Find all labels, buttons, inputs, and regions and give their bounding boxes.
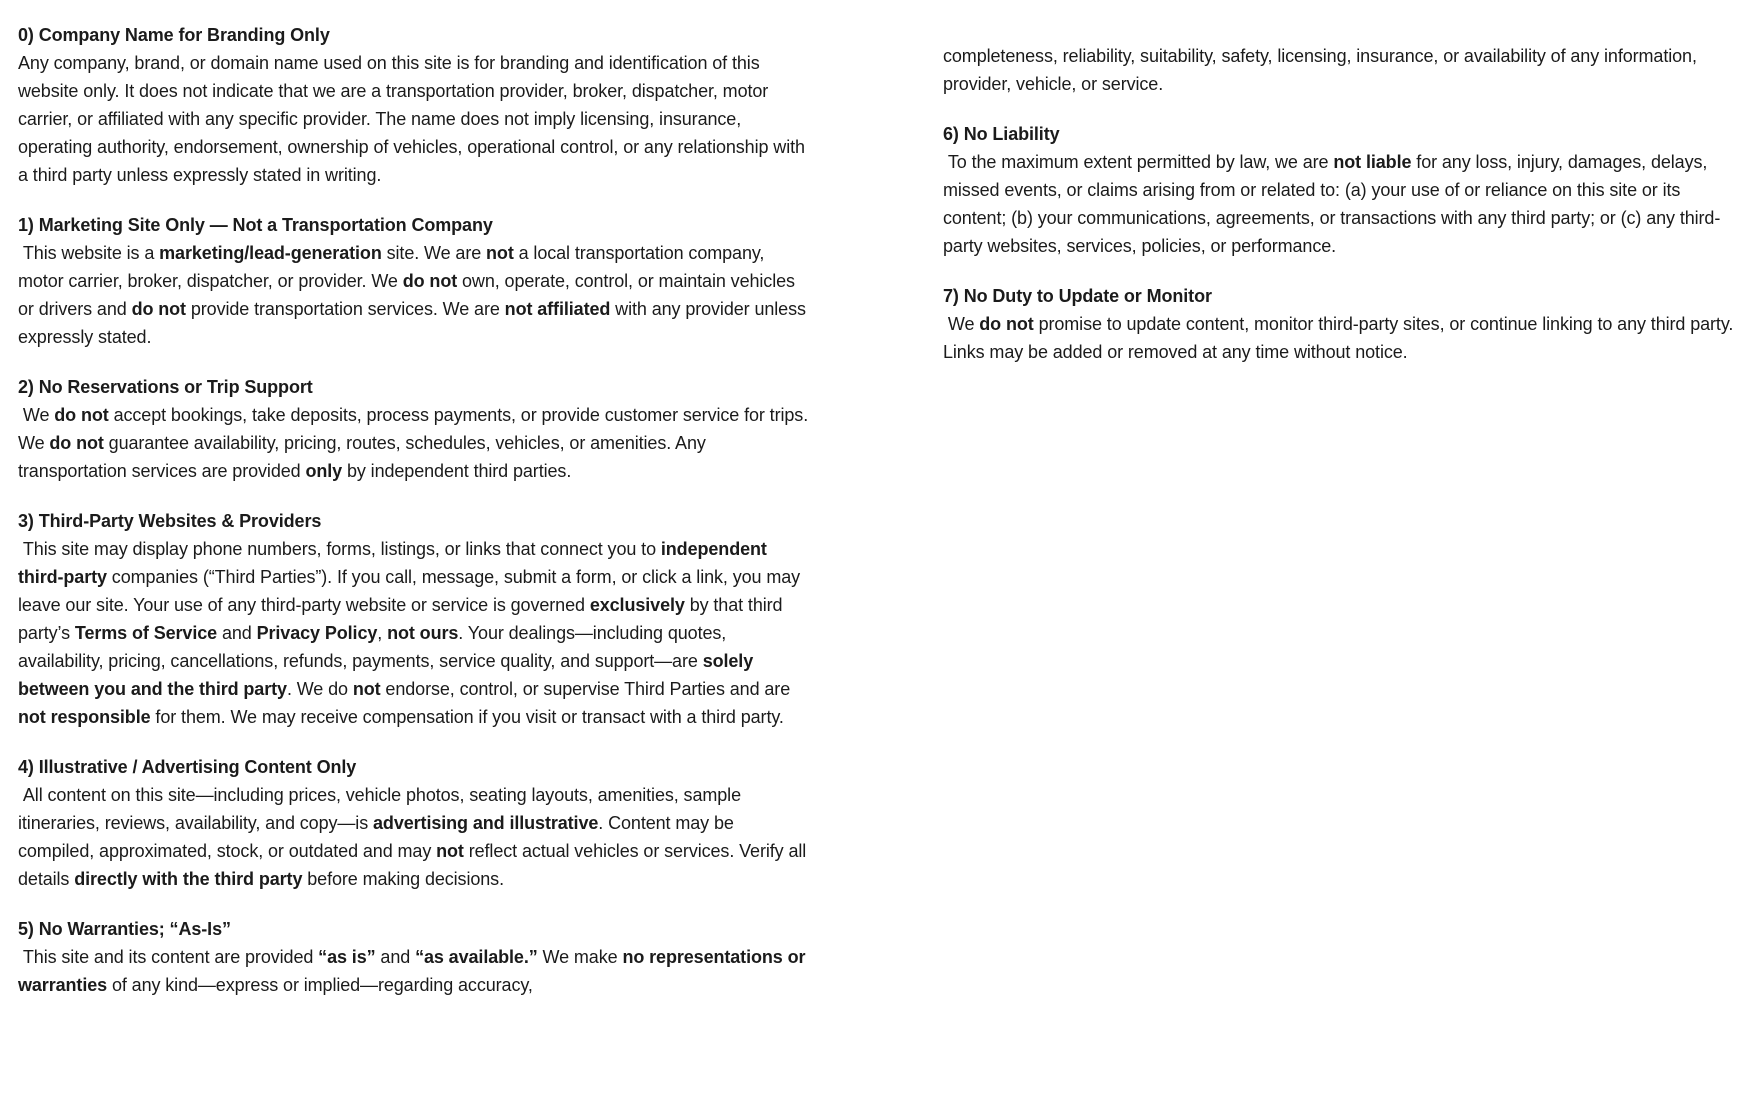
left-column bbox=[18, 21, 810, 1021]
section-body: This site may display phone numbers, forms, listings, or links that connect you to independent third-party companies (“Third Parties”). If you call, message, submit a form, or click a link, you may leave our site. Your use of any third-party website or service is governed exclusively by that third party’s Terms of Service and Privacy Policy, not ours. Your dealings—including quotes, availability, pricing, cancellations, refunds, payments, service quality, and support—are solely between you and the third party. We do not endorse, control, or supervise Third Parties and are not responsible for them. We may receive compensation if you visit or transact with a third party. bbox=[18, 539, 801, 727]
section-body: All content on this site—including prices, vehicle photos, seating layouts, amenities, sample itineraries, reviews, availability, and copy—is advertising and illustrative. Content may be compiled, approximated, stock, or outdated and may not reflect actual vehicles or services. Verify all details directly with the third party before making decisions. bbox=[18, 785, 807, 889]
section-company-name-branding bbox=[18, 21, 810, 189]
section-heading: 6) No Liability bbox=[943, 124, 1060, 144]
section-marketing-site-only bbox=[18, 211, 810, 351]
section-body: Any company, brand, or domain name used on this site is for branding and identification of this website only. It does not indicate that we are a transportation provider, broker, dispatcher, motor carrier, or affiliated with any specific provider. The name does not imply licensing, insurance, operating authority, endorsement, ownership of vehicles, operational control, or any relationship with a third party unless expressly stated in writing. bbox=[18, 53, 805, 185]
section-heading: 1) Marketing Site Only — Not a Transportation Company bbox=[18, 215, 493, 235]
section-no-liability bbox=[943, 120, 1735, 260]
section-body: We do not promise to update content, monitor third-party sites, or continue linking to any third party. Links may be added or removed at any time without notice. bbox=[943, 314, 1734, 362]
section-heading: 5) No Warranties; “As-Is” bbox=[18, 919, 231, 939]
section-no-duty-to-update bbox=[943, 282, 1735, 366]
section-heading: 3) Third-Party Websites & Providers bbox=[18, 511, 322, 531]
section-no-warranties-continued bbox=[943, 42, 1735, 98]
right-column bbox=[943, 21, 1735, 1021]
section-no-warranties bbox=[18, 915, 810, 999]
section-body: completeness, reliability, suitability, safety, licensing, insurance, or availability of any information, provider, vehicle, or service. bbox=[943, 46, 1697, 94]
section-third-party-websites bbox=[18, 507, 810, 731]
section-body: To the maximum extent permitted by law, we are not liable for any loss, injury, damages, delays, missed events, or claims arising from or related to: (a) your use of or reliance on this site or its content; (b) your communications, agreements, or transactions with any third party; or (c) any third-party websites, services, policies, or performance. bbox=[943, 152, 1721, 256]
section-heading: 4) Illustrative / Advertising Content Only bbox=[18, 757, 357, 777]
section-body: We do not accept bookings, take deposits, process payments, or provide customer service for trips. We do not guarantee availability, pricing, routes, schedules, vehicles, or amenities. Any transportation services are provided only by independent third parties. bbox=[18, 405, 809, 481]
section-body: This site and its content are provided “as is” and “as available.” We make no representations or warranties of any kind—express or implied—regarding accuracy, bbox=[18, 947, 806, 995]
section-no-reservations bbox=[18, 373, 810, 485]
section-heading: 2) No Reservations or Trip Support bbox=[18, 377, 313, 397]
section-heading: 0) Company Name for Branding Only bbox=[18, 25, 330, 45]
section-illustrative-content bbox=[18, 753, 810, 893]
section-heading: 7) No Duty to Update or Monitor bbox=[943, 286, 1212, 306]
section-body: This website is a marketing/lead-generation site. We are not a local transportation company, motor carrier, broker, dispatcher, or provider. We do not own, operate, control, or maintain vehicles or drivers and do not provide transportation services. We are not affiliated with any provider unless expressly stated. bbox=[18, 243, 806, 347]
